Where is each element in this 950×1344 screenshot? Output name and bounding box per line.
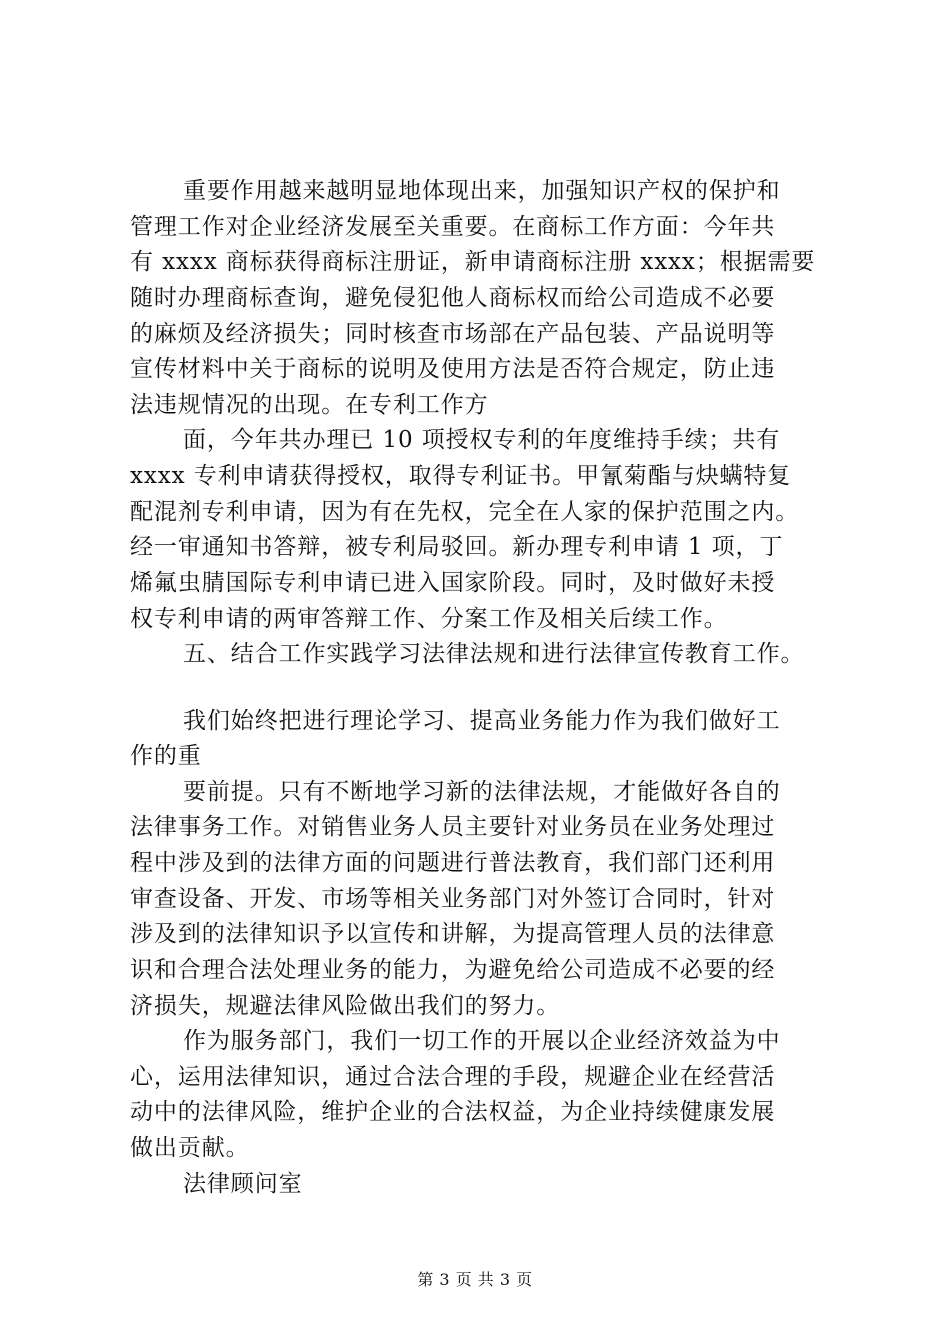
paragraph-line: 的麻烦及经济损失；同时核查市场部在产品包装、产品说明等: [130, 321, 776, 347]
page-footer: 第 3 页 共 3 页: [417, 1270, 533, 1289]
paragraph-line: 面，今年共办理已 10 项授权专利的年度维持手续；共有: [183, 427, 781, 453]
paragraph-line: 做出贡献。: [130, 1135, 250, 1161]
paragraph-line: 宣传材料中关于商标的说明及使用方法是否符合规定，防止违: [130, 356, 776, 382]
paragraph-line: 随时办理商标查询，避免侵犯他人商标权而给公司造成不必要: [130, 285, 776, 311]
paragraph-line: 配混剂专利申请，因为有在先权，完全在人家的保护范围之内。: [130, 499, 800, 525]
paragraph-line: 管理工作对企业经济发展至关重要。在商标工作方面：今年共: [130, 214, 776, 240]
paragraph-line: 识和合理合法处理业务的能力，为避免给公司造成不必要的经: [130, 957, 776, 983]
paragraph-line: 心，运用法律知识，通过合法合理的手段，规避企业在经营活: [130, 1064, 776, 1090]
paragraph-line: 重要作用越来越明显地体现出来，加强知识产权的保护和: [183, 178, 781, 204]
paragraph-line: 作的重: [130, 743, 202, 769]
section-heading: 五、结合工作实践学习法律法规和进行法律宣传教育工作。: [183, 641, 805, 667]
paragraph-line: 有 xxxx 商标获得商标注册证，新申请商标注册 xxxx；根据需要: [130, 249, 816, 275]
paragraph-line: 动中的法律风险，维护企业的合法权益，为企业持续健康发展: [130, 1099, 776, 1125]
paragraph-line: 要前提。只有不断地学习新的法律法规，才能做好各自的: [183, 779, 781, 805]
paragraph-line: 经一审通知书答辩，被专利局驳回。新办理专利申请 1 项，丁: [130, 534, 784, 560]
paragraph-line: 涉及到的法律知识予以宣传和讲解，为提高管理人员的法律意: [130, 921, 776, 947]
signature-department: 法律顾问室: [183, 1171, 303, 1197]
paragraph-line: xxxx 专利申请获得授权，取得专利证书。甲氰菊酯与炔螨特复: [130, 463, 792, 489]
paragraph-line: 作为服务部门，我们一切工作的开展以企业经济效益为中: [183, 1028, 781, 1054]
paragraph-line: 我们始终把进行理论学习、提高业务能力作为我们做好工: [183, 708, 781, 734]
paragraph-line: 权专利申请的两审答辩工作、分案工作及相关后续工作。: [130, 606, 728, 632]
paragraph-line: 审查设备、开发、市场等相关业务部门对外签订合同时，针对: [130, 886, 776, 912]
paragraph-line: 济损失，规避法律风险做出我们的努力。: [130, 993, 561, 1019]
paragraph-line: 法违规情况的出现。在专利工作方: [130, 392, 489, 418]
paragraph-line: 烯氟虫腈国际专利申请已进入国家阶段。同时，及时做好未授: [130, 570, 776, 596]
paragraph-line: 程中涉及到的法律方面的问题进行普法教育，我们部门还利用: [130, 850, 776, 876]
paragraph-line: 法律事务工作。对销售业务人员主要针对业务员在业务处理过: [130, 814, 776, 840]
